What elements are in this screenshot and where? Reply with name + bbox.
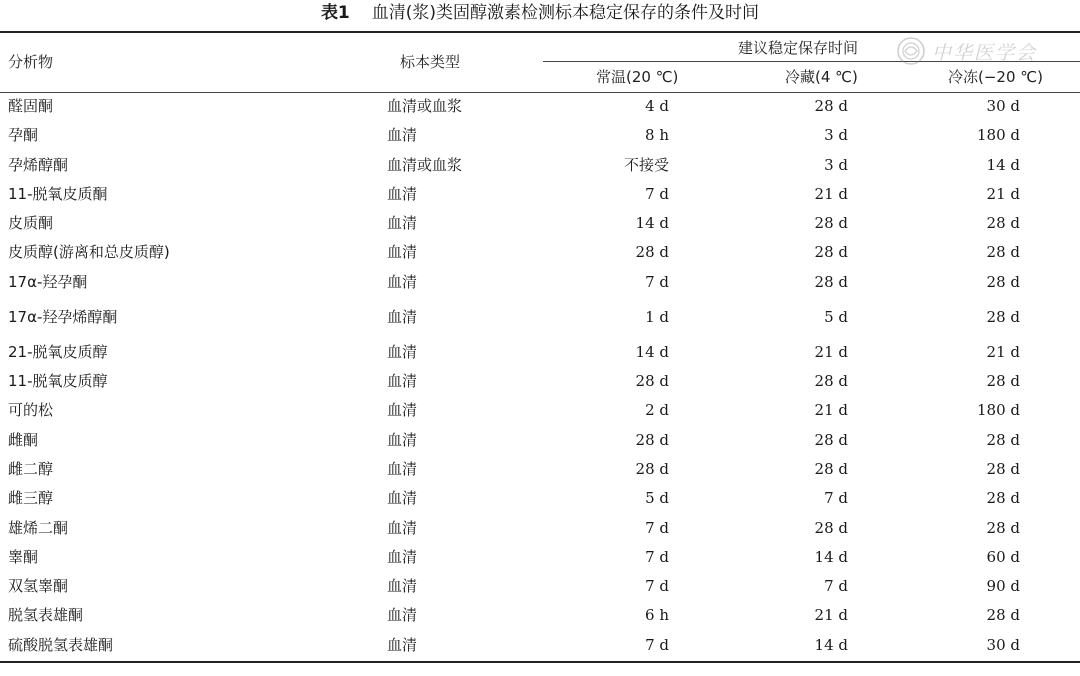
refrigerated-cell: 21 d [814, 184, 848, 203]
frozen-cell: 28 d [986, 243, 1020, 262]
analyte-cell: 双氢睾酮 [8, 577, 69, 596]
frozen-cell: 180 d [976, 401, 1020, 420]
table-row [0, 456, 1080, 485]
analyte-cell: 21-脱氧皮质醇 [8, 342, 108, 361]
sample-type-cell: 血清 [387, 577, 418, 596]
room-temp-cell: 7 d [645, 577, 669, 596]
analyte-cell: 17α-羟孕烯醇酮 [8, 307, 118, 326]
frozen-cell: 30 d [986, 97, 1020, 115]
sample-type-cell: 血清或血浆 [387, 97, 463, 115]
frozen-cell: 30 d [986, 635, 1020, 654]
frozen-cell: 28 d [986, 214, 1020, 233]
analyte-cell: 孕酮 [8, 126, 39, 145]
room-temp-cell: 28 d [635, 243, 669, 262]
table-row [0, 239, 1080, 268]
analyte-cell: 睾酮 [8, 547, 39, 566]
refrigerated-cell: 5 d [824, 307, 848, 326]
sample-type-cell: 血清 [387, 401, 418, 420]
frozen-cell: 28 d [986, 606, 1020, 625]
room-temp-cell: 28 d [635, 430, 669, 449]
analyte-cell: 11-脱氧皮质醇 [8, 372, 108, 391]
refrigerated-cell: 21 d [814, 342, 848, 361]
room-temp-cell: 5 d [645, 489, 669, 508]
room-temp-cell: 7 d [645, 518, 669, 537]
header-refrigerated: 冷藏(4 ℃) [785, 68, 858, 86]
refrigerated-cell: 28 d [814, 272, 848, 291]
analyte-cell: 11-脱氧皮质酮 [8, 184, 108, 203]
analyte-cell: 雌酮 [8, 430, 39, 449]
sample-type-cell: 血清 [387, 489, 418, 508]
table-row [0, 93, 1080, 122]
analyte-cell: 醛固酮 [8, 97, 54, 115]
refrigerated-cell: 28 d [814, 243, 848, 262]
refrigerated-cell: 3 d [824, 126, 848, 145]
sample-type-cell: 血清 [387, 547, 418, 566]
sample-type-cell: 血清或血浆 [387, 155, 463, 174]
sample-type-cell: 血清 [387, 606, 418, 625]
table-caption [0, 0, 1080, 28]
frozen-cell: 28 d [986, 430, 1020, 449]
room-temp-cell: 14 d [635, 214, 669, 233]
refrigerated-cell: 14 d [814, 547, 848, 566]
analyte-cell: 雄烯二酮 [8, 518, 69, 537]
analyte-cell: 雌二醇 [8, 459, 54, 478]
frozen-cell: 60 d [986, 547, 1020, 566]
table-row [0, 632, 1080, 661]
room-temp-cell: 7 d [645, 547, 669, 566]
header-analyte: 分析物 [8, 53, 54, 71]
table-row [0, 210, 1080, 239]
analyte-cell: 脱氢表雄酮 [8, 606, 84, 625]
frozen-cell: 180 d [976, 126, 1020, 145]
refrigerated-cell: 28 d [814, 214, 848, 233]
sample-type-cell: 血清 [387, 184, 418, 203]
refrigerated-cell: 7 d [824, 577, 848, 596]
refrigerated-cell: 28 d [814, 459, 848, 478]
header-room-temp: 常温(20 ℃) [596, 68, 679, 86]
frozen-cell: 28 d [986, 307, 1020, 326]
analyte-cell: 雌三醇 [8, 489, 54, 508]
table-row [0, 602, 1080, 631]
top-rule [0, 31, 1080, 33]
room-temp-cell: 8 h [645, 126, 669, 145]
refrigerated-cell: 28 d [814, 97, 848, 115]
watermark-text: 中华医学会 [932, 42, 1038, 64]
table-row [0, 304, 1080, 339]
room-temp-cell: 不接受 [623, 155, 669, 174]
bottom-rule [0, 661, 1080, 663]
room-temp-cell: 7 d [645, 635, 669, 654]
frozen-cell: 14 d [986, 155, 1020, 174]
refrigerated-cell: 28 d [814, 518, 848, 537]
table-row [0, 181, 1080, 210]
refrigerated-cell: 7 d [824, 489, 848, 508]
refrigerated-cell: 28 d [814, 372, 848, 391]
frozen-cell: 28 d [986, 489, 1020, 508]
sample-type-cell: 血清 [387, 243, 418, 262]
frozen-cell: 21 d [986, 184, 1020, 203]
frozen-cell: 28 d [986, 459, 1020, 478]
room-temp-cell: 1 d [645, 307, 669, 326]
table-row [0, 368, 1080, 397]
sample-type-cell: 血清 [387, 372, 418, 391]
table-row [0, 397, 1080, 426]
watermark-seal-icon [896, 36, 926, 66]
frozen-cell: 90 d [986, 577, 1020, 596]
table-number: 表1 [320, 3, 350, 23]
table-title: 血清(浆)类固醇激素检测标本稳定保存的条件及时间 [371, 3, 760, 23]
refrigerated-cell: 14 d [814, 635, 848, 654]
sample-type-cell: 血清 [387, 635, 418, 654]
table-row [0, 122, 1080, 151]
header-sample-type: 标本类型 [400, 53, 461, 71]
sample-type-cell: 血清 [387, 342, 418, 361]
room-temp-cell: 28 d [635, 459, 669, 478]
table-row [0, 427, 1080, 456]
refrigerated-cell: 21 d [814, 401, 848, 420]
refrigerated-cell: 3 d [824, 155, 848, 174]
room-temp-cell: 7 d [645, 184, 669, 203]
analyte-cell: 可的松 [8, 401, 54, 420]
table-row [0, 152, 1080, 181]
sample-type-cell: 血清 [387, 459, 418, 478]
table-row [0, 485, 1080, 514]
frozen-cell: 28 d [986, 518, 1020, 537]
table-row [0, 544, 1080, 573]
sample-type-cell: 血清 [387, 126, 418, 145]
refrigerated-cell: 21 d [814, 606, 848, 625]
analyte-cell: 孕烯醇酮 [8, 155, 69, 174]
table-row [0, 573, 1080, 602]
room-temp-cell: 2 d [645, 401, 669, 420]
sample-type-cell: 血清 [387, 214, 418, 233]
sample-type-cell: 血清 [387, 518, 418, 537]
table-row [0, 269, 1080, 304]
sample-type-cell: 血清 [387, 430, 418, 449]
room-temp-cell: 28 d [635, 372, 669, 391]
sample-type-cell: 血清 [387, 307, 418, 326]
frozen-cell: 28 d [986, 272, 1020, 291]
room-temp-cell: 6 h [645, 606, 669, 625]
analyte-cell: 皮质酮 [8, 214, 54, 233]
frozen-cell: 21 d [986, 342, 1020, 361]
table-row [0, 515, 1080, 544]
room-temp-cell: 7 d [645, 272, 669, 291]
frozen-cell: 28 d [986, 372, 1020, 391]
analyte-cell: 17α-羟孕酮 [8, 272, 88, 291]
table-row [0, 339, 1080, 368]
room-temp-cell: 14 d [635, 342, 669, 361]
refrigerated-cell: 28 d [814, 430, 848, 449]
header-storage-time-group: 建议稳定保存时间 [738, 39, 859, 57]
room-temp-cell: 4 d [645, 97, 669, 115]
analyte-cell: 硫酸脱氢表雄酮 [8, 635, 114, 654]
analyte-cell: 皮质醇(游离和总皮质醇) [8, 243, 170, 262]
sample-type-cell: 血清 [387, 272, 418, 291]
header-frozen: 冷冻(−20 ℃) [948, 68, 1043, 86]
table-body [0, 93, 1080, 661]
